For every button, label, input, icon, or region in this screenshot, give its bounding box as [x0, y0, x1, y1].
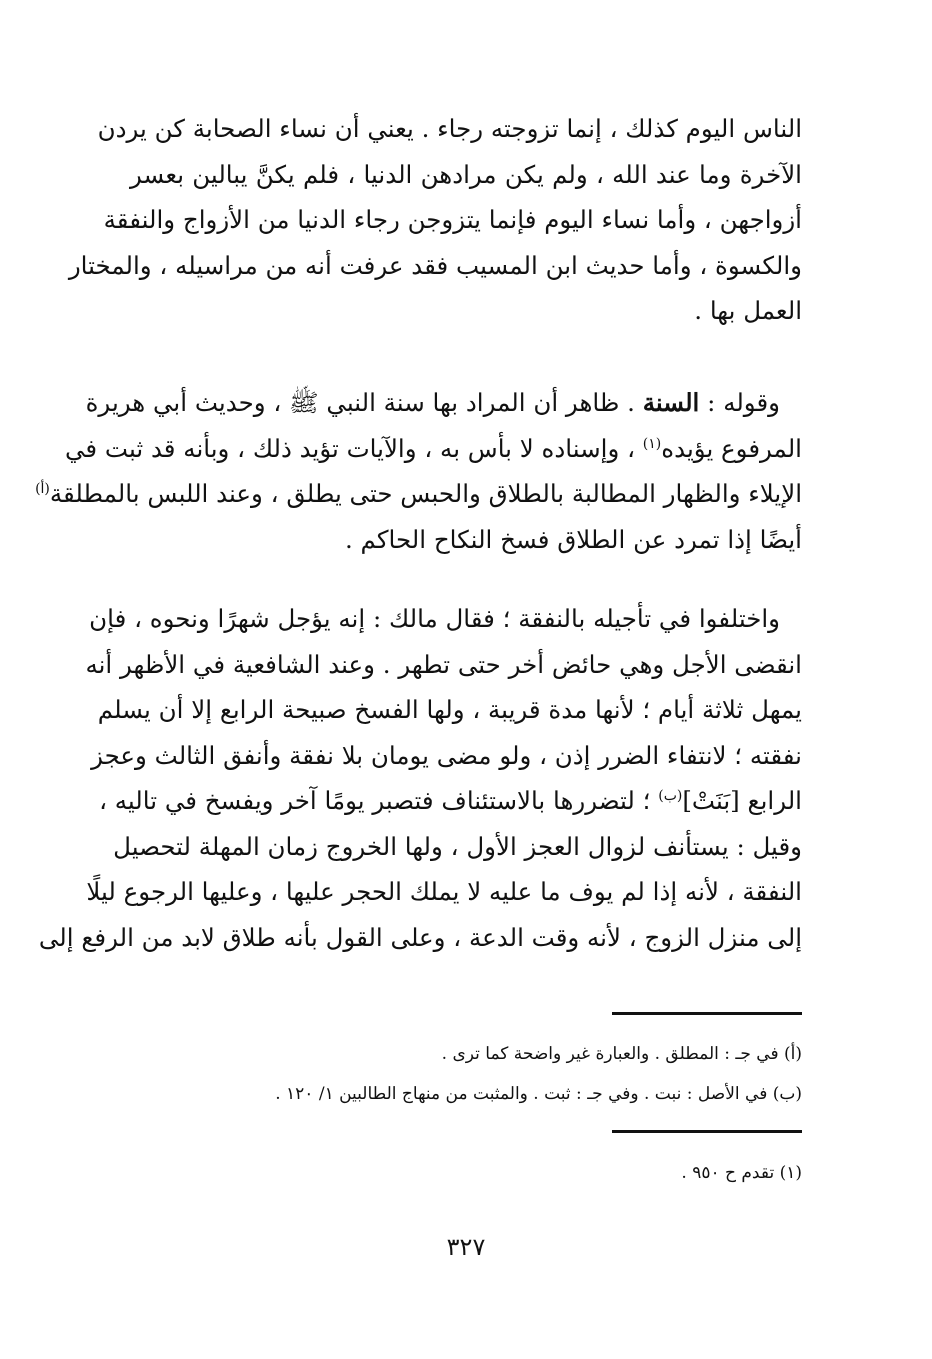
variant-note-b: (ب) في الأصل : نبت . وفي جـ : ثبت . والمثبت من منهاج الطالبين ١/ ١٢٠ . [275, 1084, 802, 1104]
text-line: أزواجهن ، وأما نساء اليوم فإنما يتزوجن رجاء الدنيا من الأزواج والنفقة [103, 205, 802, 234]
text-run: ؛ لتضررها بالاستئناف فتصبر يومًا آخر ويفسخ في تاليه ، [99, 786, 659, 815]
paragraph-1 [68, 106, 802, 334]
text-line [85, 380, 802, 426]
text-line [35, 471, 802, 517]
variant-ref: (ب) [658, 787, 683, 804]
text-run: المرفوع يؤيده [661, 433, 802, 463]
text-line: إلى منزل الزوج ، لأنه وقت الدعة ، وعلى القول بأنه طلاق لابد من الرفع إلى [38, 922, 802, 952]
footnotes-divider [612, 1130, 802, 1133]
paragraph-2 [35, 380, 802, 562]
text-run: الرابع [بَنَتْ] [682, 786, 802, 815]
text-line [89, 596, 802, 642]
text-run: الإيلاء والظهار المطالبة بالطلاق والحبس حتى يطلق ، وعند اللبس بالمطلقة [49, 479, 802, 508]
text-line: والكسوة ، وأما حديث ابن المسيب فقد عرفت أنه من مراسيله ، والمختار [68, 250, 802, 280]
text-run: وقوله : [699, 388, 780, 417]
text-line: يمهل ثلاثة أيام ؛ لأنها مدة قريبة ، ولها الفسخ صبيحة الرابع إلا أن يسلم [97, 695, 802, 724]
text-line [64, 426, 802, 472]
text-run: واختلفوا في تأجيله بالنفقة ؛ فقال مالك : إنه يؤجل شهرًا ونحوه ، فإن [89, 604, 780, 633]
variant-ref: (أ) [35, 480, 50, 497]
footnote-1: (١) تقدم ح ٩٥٠ . [681, 1163, 802, 1183]
text-run: ، وإسناده لا بأس به ، والآيات تؤيد ذلك ، وبأنه قد ثبت في [64, 433, 643, 463]
text-line: النفقة ، لأنه إذا لم يوف ما عليه لا يملك الحجر عليها ، وعليها الرجوع ليلًا [86, 877, 802, 906]
text-line: الناس اليوم كذلك ، إنما تزوجته رجاء . يعني أن نساء الصحابة كن يردن [97, 114, 802, 143]
footnote-ref: (١) [642, 435, 662, 452]
variant-note-a: (أ) في جـ : المطلق . والعبارة غير واضحة كما ترى . [441, 1044, 802, 1064]
text-line: انقضى الأجل وهي حائض أخر حتى تطهر . وعند الشافعية في الأظهر أنه [85, 649, 802, 679]
bold-term: السنة [642, 388, 700, 417]
text-run: . ظاهر أن المراد بها سنة النبي ﷺ ، وحديث أبي هريرة [85, 388, 643, 417]
text-line: وقيل : يستأنف لزوال العجز الأول ، ولها الخروج زمان المهلة لتحصيل [113, 831, 802, 861]
text-line: الآخرة وما عند الله ، ولم يكن مرادهن الدنيا ، فلم يكنَّ يبالين بعسر [130, 159, 802, 189]
text-line: العمل بها . [694, 296, 802, 325]
page-number: ٣٢٧ [446, 1233, 486, 1261]
text-line: أيضًا إذا تمرد عن الطلاق فسخ النكاح الحاكم . [344, 524, 802, 554]
variant-notes-divider [612, 1012, 802, 1015]
text-line [99, 778, 802, 824]
text-line: نفقته ؛ لانتفاء الضرر إذن ، ولو مضى يومان بلا نفقة وأنفق الثالث وعجز [91, 740, 802, 770]
paragraph-3 [38, 596, 802, 960]
